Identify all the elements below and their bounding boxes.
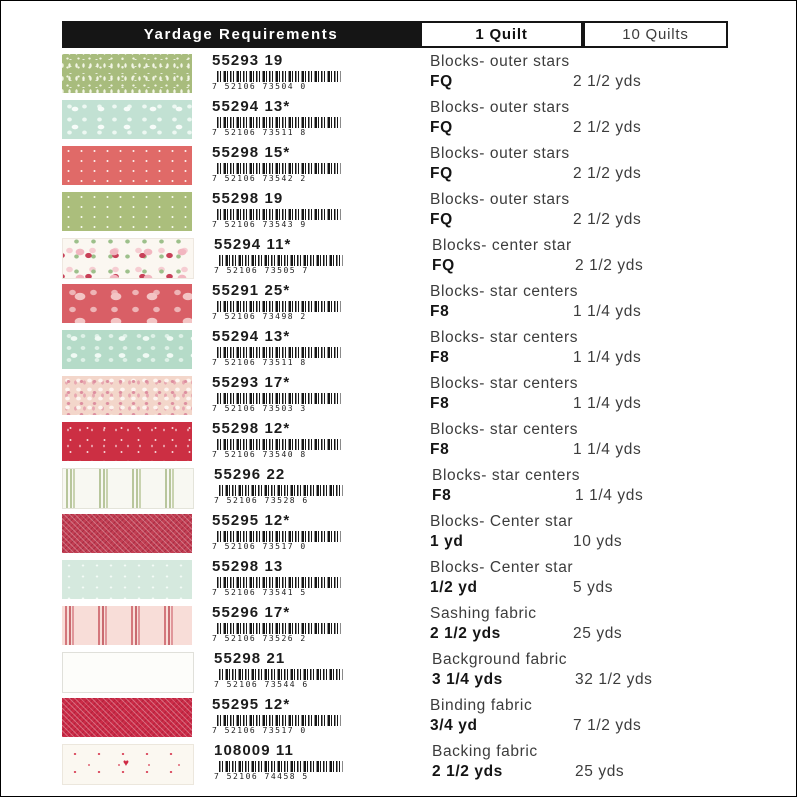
usage-column bbox=[430, 190, 728, 230]
barcode-digits: 7 52106 73544 6 bbox=[214, 680, 309, 689]
barcode bbox=[212, 117, 352, 137]
ten-quilts-amount: 25 yds bbox=[575, 763, 625, 780]
yardage-requirements-title: Yardage Requirements bbox=[62, 21, 420, 48]
fabric-swatch bbox=[62, 514, 192, 553]
barcode bbox=[212, 623, 352, 643]
ten-quilts-amount: 2 1/2 yds bbox=[573, 211, 642, 228]
fabric-row bbox=[62, 144, 728, 190]
barcode-icon bbox=[217, 577, 341, 588]
yardage-line bbox=[430, 531, 728, 552]
yardage-line bbox=[430, 577, 728, 598]
barcode-digits: 7 52106 73542 2 bbox=[212, 174, 307, 183]
fabric-row bbox=[62, 696, 728, 742]
sku-column bbox=[212, 282, 430, 321]
one-quilt-amount: F8 bbox=[430, 441, 450, 458]
yardage-line bbox=[430, 439, 728, 460]
sku-label: 55296 17* bbox=[212, 604, 291, 621]
fabric-swatch bbox=[62, 238, 194, 279]
fabric-swatch bbox=[62, 284, 192, 323]
sku-label: 55298 21 bbox=[214, 650, 286, 667]
usage-column bbox=[430, 98, 728, 138]
fabric-swatch bbox=[62, 192, 192, 231]
fabric-row bbox=[62, 52, 728, 98]
barcode-digits: 7 52106 73511 8 bbox=[212, 128, 307, 137]
barcode-digits: 7 52106 73503 3 bbox=[212, 404, 307, 413]
barcode-digits: 7 52106 73543 9 bbox=[212, 220, 307, 229]
usage-column bbox=[430, 604, 728, 644]
barcode bbox=[212, 577, 352, 597]
barcode bbox=[214, 669, 354, 689]
fabric-usage-label: Blocks- outer stars bbox=[430, 53, 570, 70]
sku-label: 55293 19 bbox=[212, 52, 284, 69]
barcode-icon bbox=[217, 393, 341, 404]
yardage-line bbox=[430, 347, 728, 368]
yardage-line bbox=[430, 209, 728, 230]
fabric-swatch bbox=[62, 100, 192, 139]
ten-quilts-amount: 5 yds bbox=[573, 579, 614, 596]
sku-label: 55294 13* bbox=[212, 328, 291, 345]
sku-column bbox=[212, 696, 430, 735]
sku-label: 55293 17* bbox=[212, 374, 291, 391]
ten-quilts-amount: 1 1/4 yds bbox=[573, 395, 642, 412]
sku-label: 55298 19 bbox=[212, 190, 284, 207]
sku-column bbox=[214, 236, 432, 275]
yardage-line bbox=[432, 255, 730, 276]
ten-quilts-amount: 1 1/4 yds bbox=[573, 441, 642, 458]
fabric-row bbox=[62, 282, 728, 328]
barcode-icon bbox=[219, 761, 343, 772]
ten-quilts-amount: 2 1/2 yds bbox=[575, 257, 644, 274]
barcode bbox=[214, 761, 354, 781]
sku-column bbox=[214, 650, 432, 689]
usage-column bbox=[430, 328, 728, 368]
one-quilt-amount: 1/2 yd bbox=[430, 579, 478, 596]
barcode-icon bbox=[217, 209, 341, 220]
yardage-line bbox=[430, 117, 728, 138]
one-quilt-amount: 3 1/4 yds bbox=[432, 671, 503, 688]
sku-label: 55295 12* bbox=[212, 512, 291, 529]
sku-column bbox=[212, 98, 430, 137]
one-quilt-amount: F8 bbox=[430, 349, 450, 366]
yardage-line bbox=[430, 163, 728, 184]
usage-column bbox=[432, 466, 730, 506]
barcode-digits: 7 52106 73517 0 bbox=[212, 726, 307, 735]
ten-quilts-amount: 10 yds bbox=[573, 533, 623, 550]
barcode bbox=[214, 485, 354, 505]
barcode-digits: 7 52106 73511 8 bbox=[212, 358, 307, 367]
ten-quilts-amount: 2 1/2 yds bbox=[573, 119, 642, 136]
barcode bbox=[212, 531, 352, 551]
sku-column bbox=[212, 190, 430, 229]
ten-quilts-amount: 1 1/4 yds bbox=[575, 487, 644, 504]
sku-column bbox=[212, 52, 430, 91]
barcode-digits: 7 52106 73540 8 bbox=[212, 450, 307, 459]
barcode-icon bbox=[217, 715, 341, 726]
usage-column bbox=[430, 52, 728, 92]
ten-quilts-amount: 7 1/2 yds bbox=[573, 717, 642, 734]
barcode-digits: 7 52106 73526 2 bbox=[212, 634, 307, 643]
fabric-usage-label: Blocks- outer stars bbox=[430, 191, 570, 208]
fabric-usage-label: Binding fabric bbox=[430, 697, 533, 714]
barcode-icon bbox=[219, 485, 343, 496]
barcode-icon bbox=[217, 71, 341, 82]
fabric-swatch bbox=[62, 54, 192, 93]
barcode bbox=[212, 71, 352, 91]
sku-label: 108009 11 bbox=[214, 742, 294, 759]
fabric-swatch bbox=[62, 330, 192, 369]
sku-label: 55296 22 bbox=[214, 466, 286, 483]
table-header bbox=[62, 21, 728, 48]
fabric-usage-label: Blocks- Center star bbox=[430, 559, 574, 576]
fabric-usage-label: Blocks- star centers bbox=[430, 375, 579, 392]
sku-column bbox=[214, 742, 432, 781]
yardage-line bbox=[430, 71, 728, 92]
usage-column bbox=[430, 374, 728, 414]
fabric-row bbox=[62, 650, 728, 696]
one-quilt-amount: 3/4 yd bbox=[430, 717, 478, 734]
barcode-icon bbox=[219, 255, 343, 266]
barcode bbox=[212, 163, 352, 183]
one-quilt-amount: FQ bbox=[430, 119, 453, 136]
fabric-swatch bbox=[62, 698, 192, 737]
fabric-row bbox=[62, 558, 728, 604]
ten-quilts-amount: 1 1/4 yds bbox=[573, 349, 642, 366]
sku-column bbox=[212, 328, 430, 367]
fabric-row bbox=[62, 742, 728, 788]
yardage-line bbox=[430, 301, 728, 322]
one-quilt-amount: F8 bbox=[432, 487, 452, 504]
ten-quilts-amount: 1 1/4 yds bbox=[573, 303, 642, 320]
barcode bbox=[214, 255, 354, 275]
fabric-usage-label: Blocks- star centers bbox=[432, 467, 581, 484]
usage-column bbox=[432, 742, 730, 782]
fabric-row bbox=[62, 374, 728, 420]
fabric-row bbox=[62, 420, 728, 466]
barcode-digits: 7 52106 73504 0 bbox=[212, 82, 307, 91]
barcode-digits: 7 52106 73541 5 bbox=[212, 588, 307, 597]
fabric-usage-label: Blocks- star centers bbox=[430, 421, 579, 438]
sku-column bbox=[212, 144, 430, 183]
usage-column bbox=[430, 282, 728, 322]
yardage-line bbox=[430, 623, 728, 644]
one-quilt-amount: FQ bbox=[430, 73, 453, 90]
fabric-row bbox=[62, 98, 728, 144]
usage-column bbox=[430, 420, 728, 460]
fabric-rows bbox=[62, 52, 728, 788]
fabric-row bbox=[62, 236, 728, 282]
fabric-swatch bbox=[62, 146, 192, 185]
barcode bbox=[212, 347, 352, 367]
fabric-swatch bbox=[62, 376, 192, 415]
fabric-row bbox=[62, 604, 728, 650]
fabric-usage-label: Blocks- star centers bbox=[430, 283, 579, 300]
barcode-digits: 7 52106 73517 0 bbox=[212, 542, 307, 551]
sku-column bbox=[212, 604, 430, 643]
usage-column bbox=[432, 236, 730, 276]
usage-column bbox=[430, 696, 728, 736]
fabric-swatch bbox=[62, 744, 194, 785]
fabric-swatch bbox=[62, 606, 192, 645]
fabric-row bbox=[62, 328, 728, 374]
fabric-usage-label: Blocks- outer stars bbox=[430, 99, 570, 116]
fabric-usage-label: Blocks- Center star bbox=[430, 513, 574, 530]
sku-column bbox=[212, 374, 430, 413]
barcode-icon bbox=[217, 301, 341, 312]
column-header-10-quilts: 10 Quilts bbox=[583, 21, 728, 48]
page-content bbox=[62, 21, 728, 788]
one-quilt-amount: F8 bbox=[430, 303, 450, 320]
fabric-usage-label: Sashing fabric bbox=[430, 605, 537, 622]
usage-column bbox=[430, 558, 728, 598]
one-quilt-amount: FQ bbox=[432, 257, 455, 274]
usage-column bbox=[430, 512, 728, 552]
yardage-line bbox=[430, 393, 728, 414]
barcode-digits: 7 52106 73498 2 bbox=[212, 312, 307, 321]
fabric-row bbox=[62, 466, 728, 512]
one-quilt-amount: F8 bbox=[430, 395, 450, 412]
fabric-usage-label: Blocks- center star bbox=[432, 237, 572, 254]
fabric-row bbox=[62, 512, 728, 558]
barcode bbox=[212, 393, 352, 413]
barcode bbox=[212, 715, 352, 735]
one-quilt-amount: 2 1/2 yds bbox=[432, 763, 503, 780]
yardage-line bbox=[432, 485, 730, 506]
sku-label: 55294 13* bbox=[212, 98, 291, 115]
barcode bbox=[212, 301, 352, 321]
usage-column bbox=[430, 144, 728, 184]
yardage-line bbox=[432, 669, 730, 690]
fabric-swatch bbox=[62, 422, 192, 461]
sku-label: 55298 13 bbox=[212, 558, 284, 575]
column-header-1-quilt: 1 Quilt bbox=[420, 21, 583, 48]
yardage-line bbox=[430, 715, 728, 736]
fabric-swatch bbox=[62, 560, 192, 599]
barcode bbox=[212, 209, 352, 229]
barcode-icon bbox=[217, 531, 341, 542]
sku-label: 55291 25* bbox=[212, 282, 291, 299]
one-quilt-amount: 2 1/2 yds bbox=[430, 625, 501, 642]
sku-column bbox=[214, 466, 432, 505]
barcode-digits: 7 52106 73528 6 bbox=[214, 496, 309, 505]
barcode-icon bbox=[217, 347, 341, 358]
fabric-usage-label: Blocks- star centers bbox=[430, 329, 579, 346]
fabric-swatch bbox=[62, 652, 194, 693]
ten-quilts-amount: 25 yds bbox=[573, 625, 623, 642]
sku-label: 55295 12* bbox=[212, 696, 291, 713]
fabric-row bbox=[62, 190, 728, 236]
fabric-swatch bbox=[62, 468, 194, 509]
one-quilt-amount: 1 yd bbox=[430, 533, 464, 550]
barcode bbox=[212, 439, 352, 459]
sku-column bbox=[212, 558, 430, 597]
sku-label: 55298 12* bbox=[212, 420, 291, 437]
ten-quilts-amount: 2 1/2 yds bbox=[573, 165, 642, 182]
barcode-digits: 7 52106 74458 5 bbox=[214, 772, 309, 781]
barcode-icon bbox=[217, 623, 341, 634]
yardage-line bbox=[432, 761, 730, 782]
barcode-icon bbox=[219, 669, 343, 680]
sku-label: 55294 11* bbox=[214, 236, 292, 253]
barcode-icon bbox=[217, 163, 341, 174]
fabric-usage-label: Blocks- outer stars bbox=[430, 145, 570, 162]
fabric-usage-label: Background fabric bbox=[432, 651, 568, 668]
ten-quilts-amount: 2 1/2 yds bbox=[573, 73, 642, 90]
ten-quilts-amount: 32 1/2 yds bbox=[575, 671, 653, 688]
fabric-usage-label: Backing fabric bbox=[432, 743, 538, 760]
sku-label: 55298 15* bbox=[212, 144, 291, 161]
barcode-icon bbox=[217, 117, 341, 128]
barcode-icon bbox=[217, 439, 341, 450]
one-quilt-amount: FQ bbox=[430, 165, 453, 182]
sku-column bbox=[212, 420, 430, 459]
one-quilt-amount: FQ bbox=[430, 211, 453, 228]
usage-column bbox=[432, 650, 730, 690]
sku-column bbox=[212, 512, 430, 551]
barcode-digits: 7 52106 73505 7 bbox=[214, 266, 309, 275]
